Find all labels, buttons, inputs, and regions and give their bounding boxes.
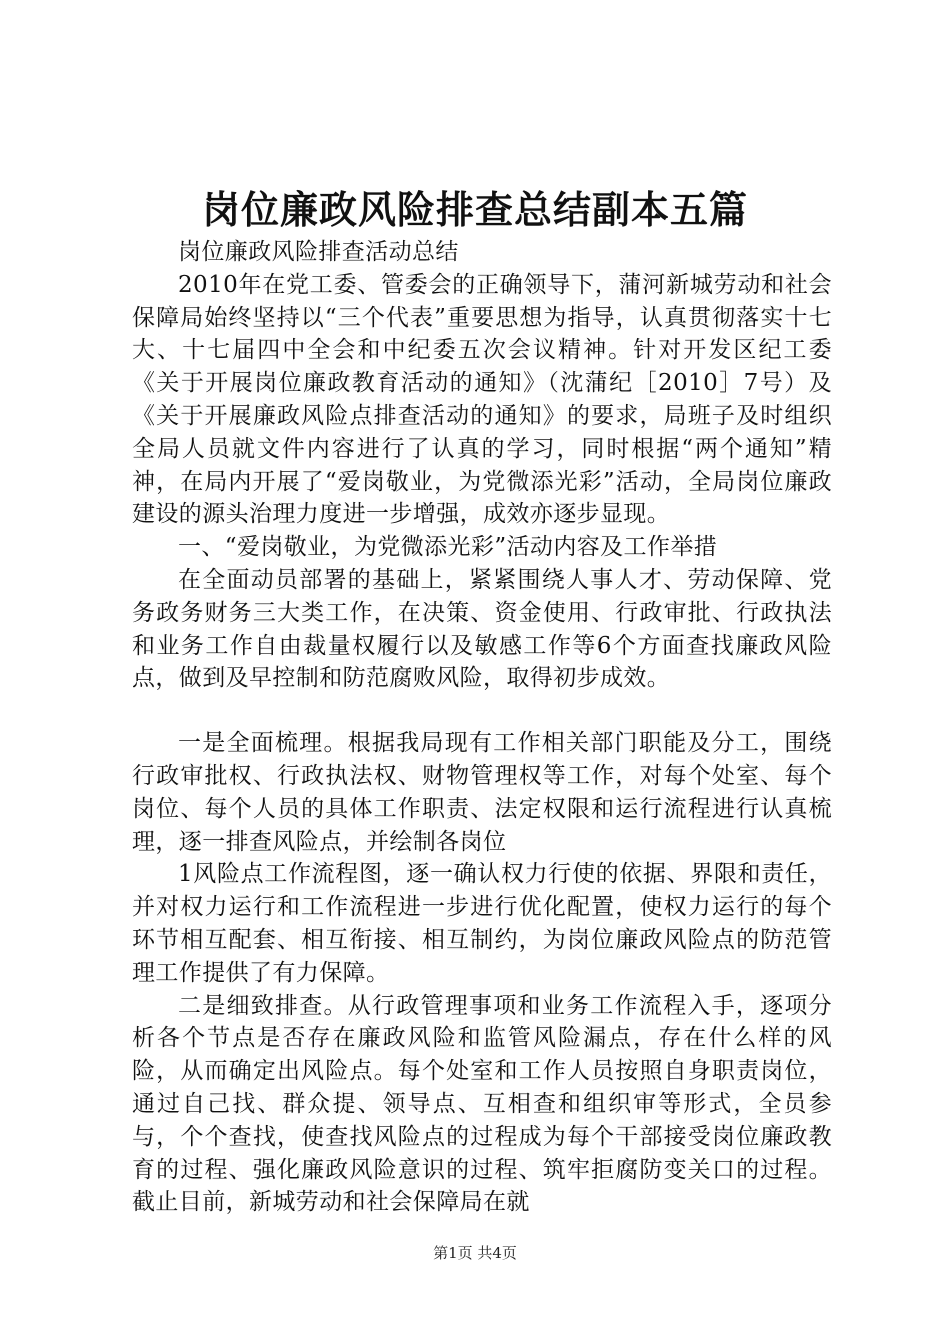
subsection-heading: 一、“爱岗敬业，为党微添光彩”活动内容及工作举措 — [178, 534, 718, 561]
body-paragraph: 1风险点工作流程图，逐一确认权力行使的依据、界限和责任，并对权力运行和工作流程进一步进行优化配置，使权力运行的每个环节相互配套、相互衔接、相互制约，为岗位廉政风险点的防范管理工作提供了有力保障。 — [132, 861, 832, 986]
body-paragraph: 二是细致排查。从行政管理事项和业务工作流程入手，逐项分析各个节点是否存在廉政风险和监管风险漏点，存在什么样的风险，从而确定出风险点。每个处室和工作人员按照自身职责岗位，通过自己找、群众提、领导点、互相查和组织审等形式，全员参与，个个查找，使查找风险点的过程成为每个干部接受岗位廉政教育的过程、强化廉政风险意识的过程、筑牢拒腐防变关口的过程。截止目前，新城劳动和社会保障局在就 — [132, 992, 832, 1216]
section-heading: 岗位廉政风险排查活动总结 — [178, 239, 459, 265]
page-number: 第1页 共4页 — [433, 1244, 517, 1262]
document-body — [132, 236, 832, 1219]
document-title: 岗位廉政风险排查总结副本五篇 — [201, 187, 748, 232]
body-paragraph: 在全面动员部署的基础上，紧紧围绕人事人才、劳动保障、党务政务财务三大类工作，在决策、资金使用、行政审批、行政执法和业务工作自由裁量权履行以及敏感工作等6个方面查找廉政风险点，做到及早控制和防范腐败风险，取得初步成效。 — [132, 566, 832, 692]
body-paragraph: 2010年在党工委、管委会的正确领导下，蒲河新城劳动和社会保障局始终坚持以“三个代表”重要思想为指导，认真贯彻落实十七大、十七届四中全会和中纪委五次会议精神。针对开发区纪工委《关于开展岗位廉政教育活动的通知》（沈蒲纪［2010］7号）及《关于开展廉政风险点排查活动的通知》的要求，局班子及时组织全局人员就文件内容进行了认真的学习，同时根据“两个通知”精神，在局内开展了“爱岗敬业，为党微添光彩”活动，全局岗位廉政建设的源头治理力度进一步增强，成效亦逐步显现。 — [132, 271, 832, 528]
body-paragraph: 一是全面梳理。根据我局现有工作相关部门职能及分工，围绕行政审批权、行政执法权、财物管理权等工作，对每个处室、每个岗位、每个人员的具体工作职责、法定权限和运行流程进行认真梳理，逐一排查风险点，并绘制各岗位 — [132, 730, 832, 855]
